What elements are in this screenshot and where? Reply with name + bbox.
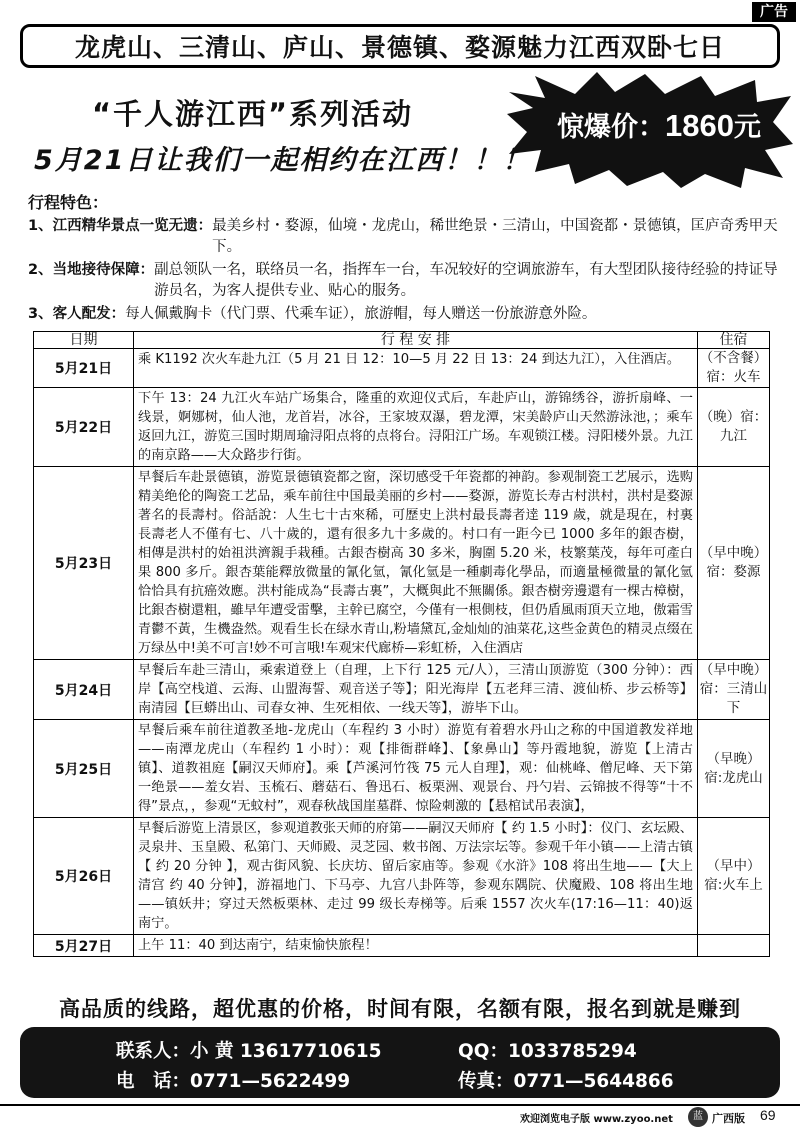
table-row bbox=[34, 935, 770, 957]
qq-label: QQ： bbox=[458, 1041, 508, 1062]
tel-value: 0771—5622499 bbox=[190, 1071, 351, 1092]
contact-tel bbox=[116, 1067, 350, 1093]
features-heading: 行程特色： bbox=[28, 193, 109, 212]
row-plan: 早餐后车赴景德镇，游览景德镇瓷都之窗，深切感受千年瓷都的神韵。参观制瓷工艺展示，选购精美绝伦的陶瓷工艺品，乘车前往中国最美丽的乡村——婺源，游览长寿古村洪村，洪村是婺源著名的長壽村。俗話說：人生七十古來稀，可歷史上洪村最長壽者逹 119 歲，就是現在，村裏長壽老人不僅有七、八十歲的，還有很多九十多歲的。村口有一距今已 1000 多年的銀杏樹，相傳是洪村的始祖洪濟親手栽種。古銀杏樹高 30 多米，胸圍 5.20 米，枝繁葉茂，每年可產白果 800 多斤。銀杏葉能釋放微量的氰化氫，氰化氫是一種劇毒化學品，而適量極微量的氰化氫恰恰具有抗癌效應。洪村能成為“長壽古裏”，大概與此不無關係。銀杏樹旁邊還有一棵古樟樹，比銀杏樹還粗，雖早年遭受雷擊，主幹已腐空，今僅有一根側枝，但仍盾風雨頂天立地，傲霜雪青鬱不黃，生機盎然。观看生长在绿水青山,粉墙黛瓦,金灿灿的油菜花,这些金黄色的精灵点缀在万绿丛中!美不可言!妙不可言哦!车观宋代廊桥—彩虹桥，入住酒店 bbox=[134, 467, 698, 660]
tel-label: 电 话： bbox=[116, 1071, 191, 1092]
price-tag bbox=[549, 106, 769, 146]
row-date: 5月27日 bbox=[34, 935, 134, 957]
feature-item bbox=[28, 260, 778, 302]
table-header-row bbox=[34, 332, 770, 349]
contact-person-label: 联系人：小 黄 bbox=[116, 1041, 234, 1062]
page-title: 龙虎山、三清山、庐山、景德镇、婺源魅力江西双卧七日 bbox=[74, 33, 725, 62]
paper-logo-icon: 蓝 bbox=[688, 1107, 708, 1127]
row-stay: （早中晚）宿：婺源 bbox=[698, 467, 770, 660]
table-row bbox=[34, 818, 770, 935]
row-plan: 乘 K1192 次火车赴九江（5 月 21 日 12：10—5 月 22 日 13：24 到达九江），入住酒店。 bbox=[134, 349, 698, 388]
qq-value: 1033785294 bbox=[507, 1041, 637, 1062]
row-plan: 早餐后车赴三清山，乘索道登上（自理，上下行 125 元/人），三清山顶游览（300 分钟）：西岸【高空栈道、云海、山盟海誓、观音送子等】；阳光海岸【五老拜三清、渡仙桥、步云桥等】南清园【巨蟒出山、司春女神、生死相依、一线天等】，游毕下山。 bbox=[134, 660, 698, 720]
trip-features bbox=[28, 192, 778, 327]
row-date: 5月25日 bbox=[34, 720, 134, 818]
row-stay: （早晚）宿:龙虎山 bbox=[698, 720, 770, 818]
row-stay bbox=[698, 935, 770, 957]
contact-fax bbox=[458, 1067, 674, 1093]
subtitle: “千人游江西”系列活动 bbox=[92, 97, 414, 131]
contact-person-phone: 13617710615 bbox=[239, 1041, 382, 1062]
header-stay: 住宿 bbox=[698, 332, 770, 349]
table-row bbox=[34, 720, 770, 818]
fax-label: 传真： bbox=[458, 1071, 514, 1092]
row-date: 5月24日 bbox=[34, 660, 134, 720]
feature-text: 最美乡村・婺源，仙境・龙虎山，稀世绝景・三清山，中国瓷都・景德镇，匡庐奇秀甲天下。 bbox=[212, 218, 778, 255]
feature-label: 2、当地接待保障： bbox=[28, 262, 155, 278]
itinerary-table bbox=[33, 331, 770, 957]
row-plan: 早餐后乘车前往道教圣地-龙虎山（车程约 3 小时）游览有着碧水丹山之称的中国道教发祥地——南潭龙虎山（车程约 1 小时）：观【排衙群峰】、【象鼻山】等丹霞地貌，游览【上清古镇】、道教祖庭【嗣汉天师府】。乘【芦溪河竹筏 75 元人自理】，观：仙桃峰、僧尼峰、天下第一绝景——羞女岩、玉梳石、蘑菇石、鲁迅石、板栗洲、观景台、丹勺岩、云锦披不得等“十不得”景点，，参观“无蚊村”，观春秋战国崖墓群、惊险刺激的【悬棺试吊表演】， bbox=[134, 720, 698, 818]
page-footer bbox=[0, 1104, 800, 1127]
row-date: 5月21日 bbox=[34, 349, 134, 388]
row-stay: （早中）宿:火车上 bbox=[698, 818, 770, 935]
row-plan: 早餐后游览上清景区，参观道教张天师的府第——嗣汉天师府【 约 1.5 小时】：仪门、玄坛殿、灵泉井、玉皇殿、私第门、天师殿、灵芝园、敕书阁、万法宗坛等。参观千年小镇——上清古镇【 约 20 分钟 】，观古街风貌、长庆坊、留后家庙等。参观《水浒》108 将出生地——【大上清宫 约 40 分钟】，游福地门、下马亭、九宫八卦阵等，参观东隅院、伏魔殿、108 将出生地——镇妖井；穿过天然板栗林、走过 99 级长寿梯等。后乘 1557 次火车(17:16—11：40)返南宁。 bbox=[134, 818, 698, 935]
footer-edition: 广西版 bbox=[712, 1112, 745, 1125]
table-row bbox=[34, 388, 770, 467]
fax-value: 0771—5644866 bbox=[513, 1071, 674, 1092]
slogan: 5月21日让我们一起相约在江西！！！ bbox=[34, 145, 532, 176]
contact-box bbox=[20, 1027, 780, 1098]
footer-welcome: 欢迎浏览电子版 www.zyoo.net bbox=[520, 1114, 673, 1125]
header-date: 日期 bbox=[34, 332, 134, 349]
bottom-slogan: 高品质的线路，超优惠的价格，时间有限，名额有限，报名到就是赚到 bbox=[59, 997, 741, 1021]
row-plan: 下午 13：24 九江火车站广场集合，隆重的欢迎仪式后，车赴庐山，游锦绣谷，游折扇峰、一线景，婀娜树，仙人池，龙首岩，冰谷，王家坡双瀑，碧龙潭，宋美龄庐山天然游泳池，；乘车返回九江，游览三国时期周瑜浔阳点将的点将台。浔阳江广场。车观锁江楼。浔阳楼外景。九江的南京路——大众路步行街。 bbox=[134, 388, 698, 467]
contact-person bbox=[116, 1037, 382, 1063]
feature-label: 3、客人配发： bbox=[28, 306, 126, 322]
row-date: 5月26日 bbox=[34, 818, 134, 935]
row-stay: （不含餐）宿：火车 bbox=[698, 349, 770, 388]
row-date: 5月22日 bbox=[34, 388, 134, 467]
price-value: 1860 bbox=[665, 108, 734, 143]
page-number: 69 bbox=[760, 1107, 776, 1123]
table-row bbox=[34, 349, 770, 388]
feature-item bbox=[28, 304, 778, 325]
feature-label: 1、江西精华景点一览无遗： bbox=[28, 218, 213, 234]
row-plan: 上午 11：40 到达南宁，结束愉快旅程！ bbox=[134, 935, 698, 957]
header-plan: 行 程 安 排 bbox=[134, 332, 698, 349]
price-burst bbox=[505, 70, 795, 190]
feature-text: 副总领队一名，联络员一名，指挥车一台，车况较好的空调旅游车，有大型团队接待经验的持证导游员名，为客人提供专业、贴心的服务。 bbox=[154, 262, 778, 299]
row-stay: （晚）宿：九江 bbox=[698, 388, 770, 467]
contact-qq bbox=[458, 1037, 637, 1063]
table-row bbox=[34, 660, 770, 720]
feature-item bbox=[28, 216, 778, 258]
title-banner bbox=[20, 24, 780, 68]
price-unit: 元 bbox=[733, 112, 761, 143]
price-label: 惊爆价： bbox=[557, 112, 666, 143]
row-stay: （早中晚）宿：三清山下 bbox=[698, 660, 770, 720]
row-date: 5月23日 bbox=[34, 467, 134, 660]
ad-tag: 广告 bbox=[752, 2, 796, 22]
table-row bbox=[34, 467, 770, 660]
feature-text: 每人佩戴胸卡（代门票、代乘车证），旅游帽，每人赠送一份旅游意外险。 bbox=[125, 306, 597, 322]
